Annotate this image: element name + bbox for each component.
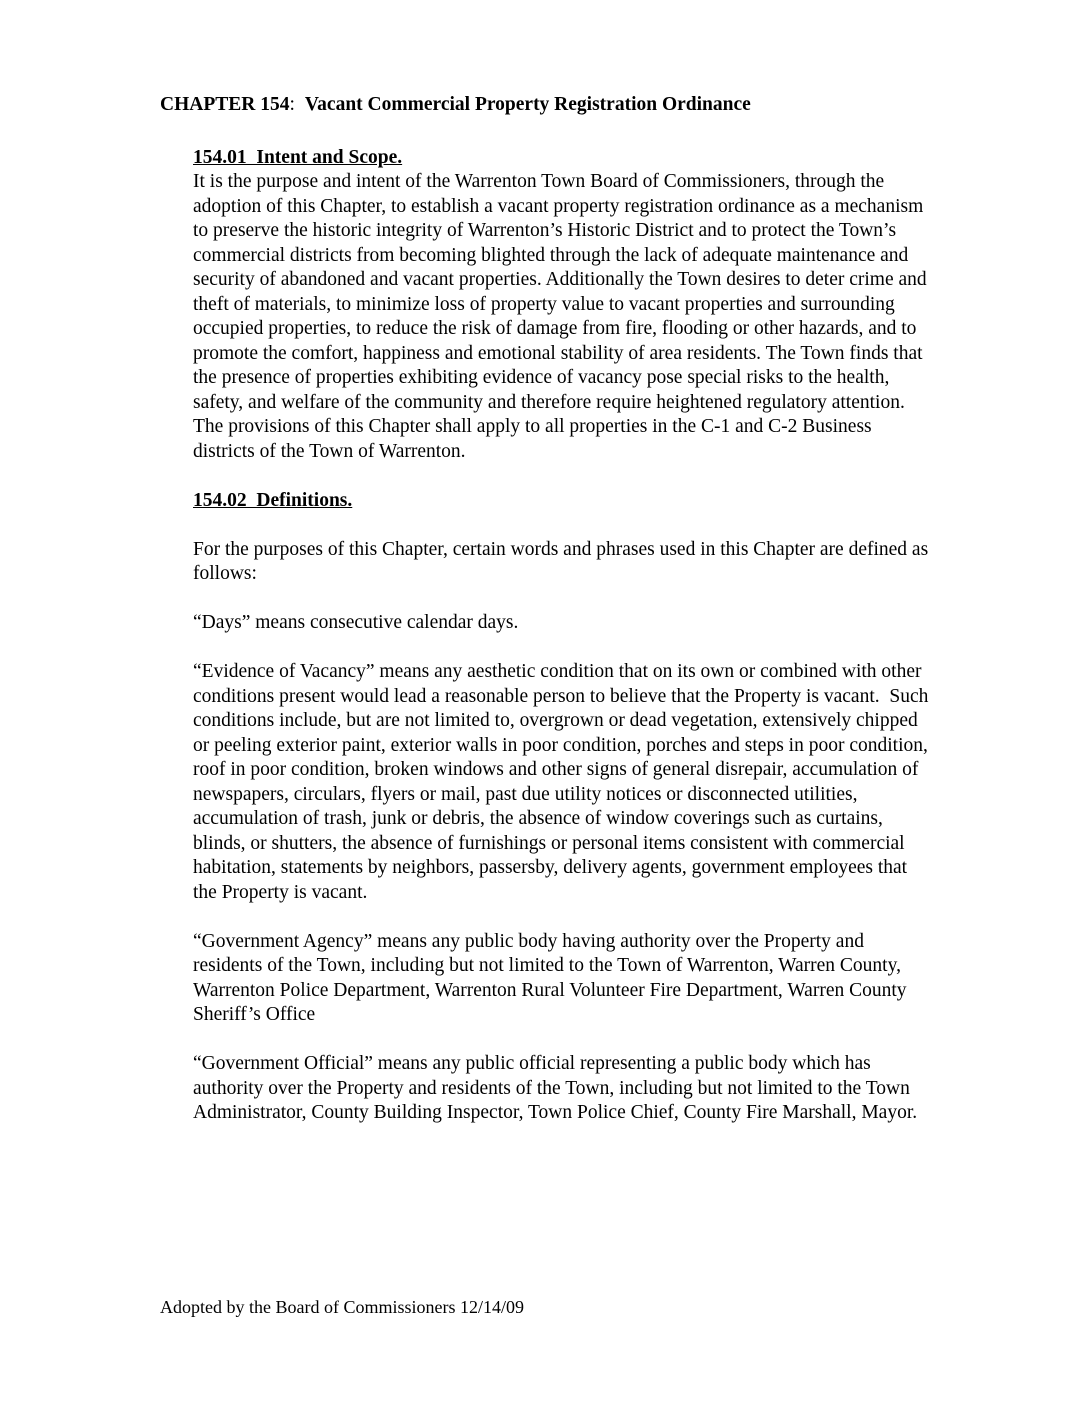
chapter-number: CHAPTER 154 [160, 94, 290, 115]
document-title [160, 93, 1088, 118]
section-definitions [193, 489, 935, 1126]
definition-government-official: “Government Official” means any public official representing a public body which has authority over the Property and residents of the Town, including but not limited to the Town Administrator, County Building Inspector, Town Police Chief, County Fire Marshall, Mayor. [193, 1053, 918, 1123]
definitions-intro-paragraph: For the purposes of this Chapter, certain words and phrases used in this Chapter are defined as follows: [193, 538, 934, 584]
footer-adoption-note [160, 1296, 524, 1318]
document-body [193, 146, 935, 1126]
title-name: Vacant Commercial Property Registration Ordinance [304, 94, 751, 115]
definition-government-agency: “Government Agency” means any public body having authority over the Property and residents of the Town, including but not limited to the Town of Warrenton, Warren County, Warrenton Police Department, Warrenton Rural Volunteer Fire Department, Warren County Sheriff’s Office [193, 930, 912, 1025]
title-separator: : [289, 94, 295, 115]
definition-days: “Days” means consecutive calendar days. [193, 612, 519, 633]
definition-evidence-of-vacancy: “Evidence of Vacancy” means any aesthetic condition that on its own or combined with other conditions present would lead a reasonable person to believe that the Property is vacant. Such conditions include, but are not limited to, overgrown or dead vegetation, extensively chipped or peeling exterior paint, exterior walls in poor condition, porches and steps in poor condition, roof in poor condition, broken windows and other signs of general disrepair, accumulation of newspapers, circulars, flyers or mail, past due utility notices or disconnected utilities, accumulation of trash, junk or debris, the absence of window coverings such as curtains, blinds, or shutters, the absence of furnishings or personal items consistent with commercial habitation, statements by neighbors, passersby, delivery agents, government employees that the Property is vacant. [193, 661, 934, 903]
definitions-heading: 154.02 Definitions. [193, 489, 353, 511]
intent-and-scope-paragraph: It is the purpose and intent of the Warrenton Town Board of Commissioners, through the adoption of this Chapter, to establish a vacant property registration ordinance as a mechanism to preserve the historic integrity of Warrenton’s Historic District and to protect the Town’s commercial districts from becoming blighted through the lack of adequate maintenance and security of abandoned and vacant properties. Additionally the Town desires to deter crime and theft of materials, to minimize loss of property value to vacant properties and surrounding occupied properties, to reduce the risk of damage from fire, flooding or other hazards, and to promote the comfort, happiness and emotional stability of area residents. The Town finds that the presence of properties exhibiting evidence of vacancy pose special risks to the health, safety, and welfare of the community and therefore require heightened regulatory attention. The provisions of this Chapter shall apply to all properties in the C-1 and C-2 Business districts of the Town of Warrenton. [193, 171, 932, 462]
intent-and-scope-heading: 154.01 Intent and Scope. [193, 146, 403, 168]
footer-text: Adopted by the Board of Commissioners 12/14/09 [160, 1297, 524, 1317]
section-intent-and-scope [193, 146, 935, 465]
